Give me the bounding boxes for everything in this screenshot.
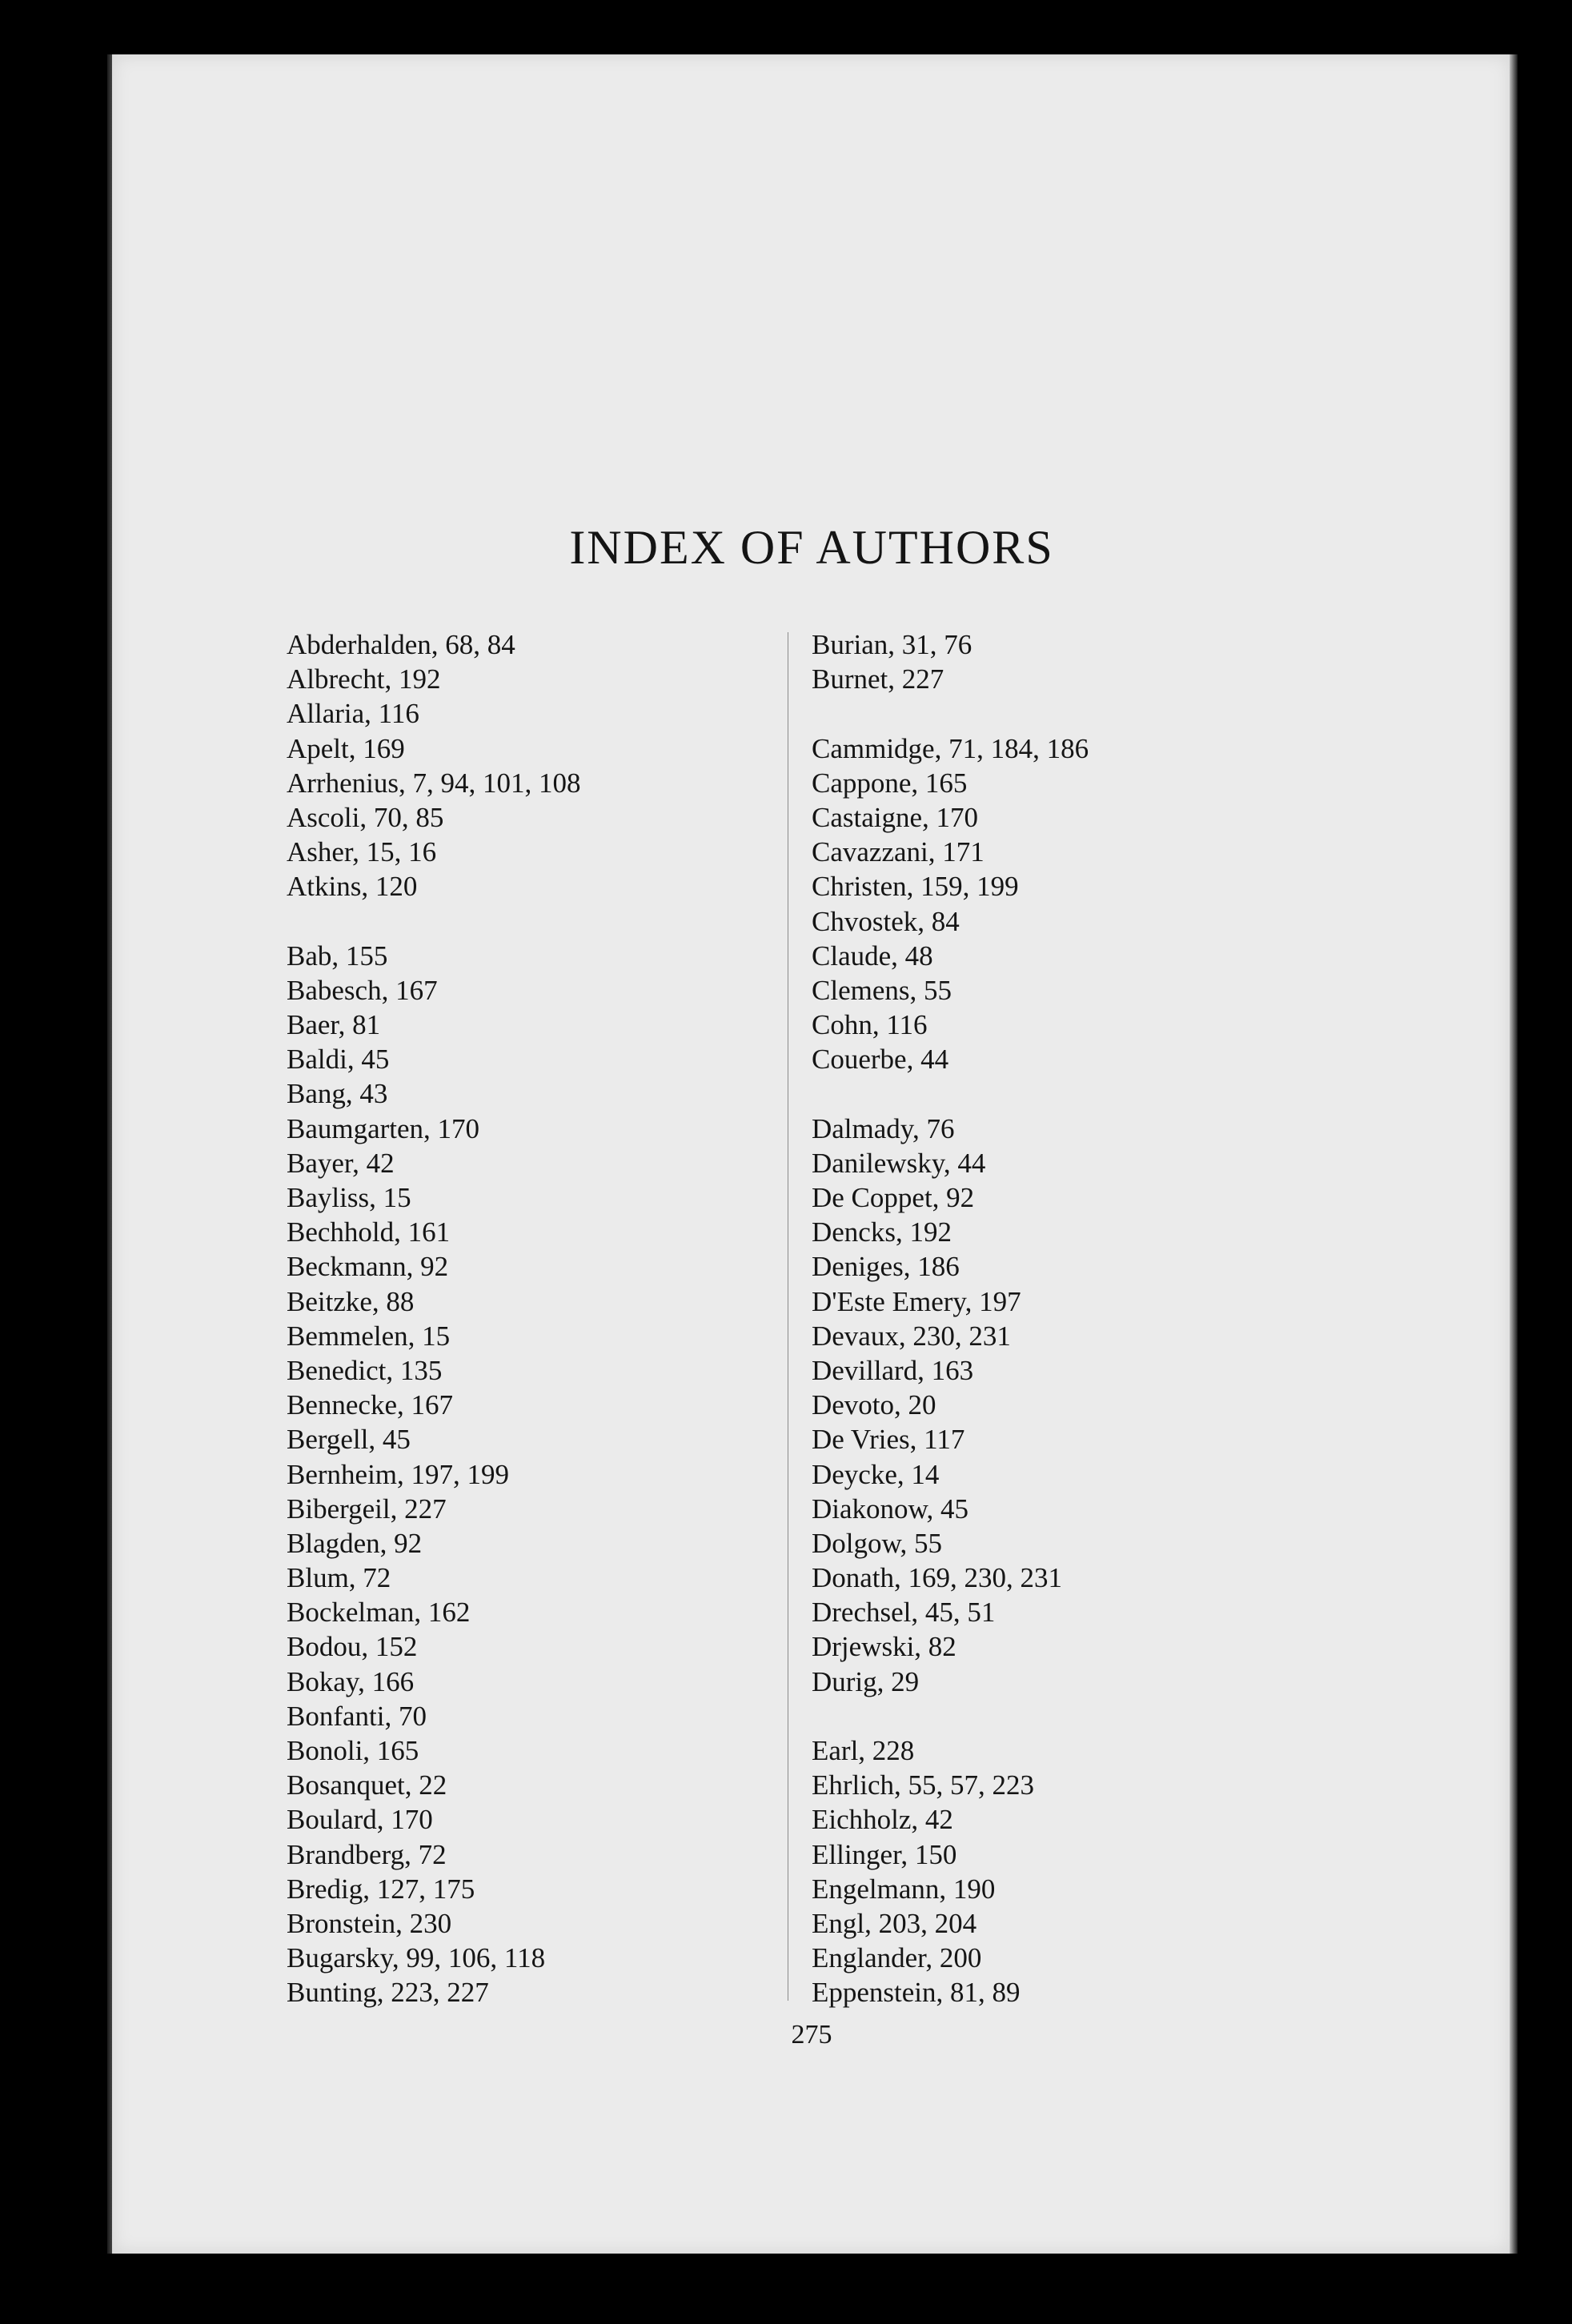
index-entry: Bunting, 223, 227 [287,1977,489,2009]
index-entry: Beitzke, 88 [287,1285,415,1317]
index-entry: Bab, 155 [287,940,388,972]
index-entry: Danilewsky, 44 [812,1147,986,1179]
index-entry: Christen, 159, 199 [812,871,1019,903]
index-entry: Dolgow, 55 [812,1527,943,1559]
index-entry: Albrecht, 192 [287,663,441,695]
index-entry: Drechsel, 45, 51 [812,1597,996,1629]
index-entry: Baer, 81 [287,1009,381,1041]
index-entry: Benedict, 135 [287,1354,443,1386]
index-entry: Ellinger, 150 [812,1838,957,1870]
index-entry: Atkins, 120 [287,871,418,903]
index-entry: Clemens, 55 [812,974,952,1006]
page-right-edge [1510,54,1518,2254]
index-entry: Englander, 200 [812,1942,982,1974]
index-column-left [287,627,735,2010]
index-entry: Brandberg, 72 [287,1838,447,1870]
index-entry: Diakonow, 45 [812,1493,969,1525]
index-entry: Drjewski, 82 [812,1631,956,1663]
index-entry: Bechhold, 161 [287,1216,451,1248]
index-entry: Cammidge, 71, 184, 186 [812,732,1089,764]
index-entry: Bokay, 166 [287,1665,415,1697]
index-entry: Babesch, 167 [287,974,438,1006]
index-entry: Beckmann, 92 [287,1251,449,1283]
index-column-right [812,627,1260,2010]
index-entry: Devaux, 230, 231 [812,1320,1011,1352]
page-number: 275 [791,2020,832,2050]
index-entry: Deniges, 186 [812,1251,960,1283]
index-entry: Bronstein, 230 [287,1907,452,1939]
index-entry: Abderhalden, 68, 84 [287,629,515,660]
index-entry: Engl, 203, 204 [812,1907,977,1939]
index-entry: Castaigne, 170 [812,801,979,833]
index-entry: De Coppet, 92 [812,1182,975,1213]
index-entry: Blum, 72 [287,1562,391,1594]
index-entry: Bugarsky, 99, 106, 118 [287,1942,546,1974]
index-entry: Eichholz, 42 [812,1804,953,1836]
index-entry: Bodou, 152 [287,1631,418,1663]
index-entry: Bergell, 45 [287,1424,411,1456]
index-entry: Boulard, 170 [287,1804,433,1836]
page-title: INDEX OF AUTHORS [569,521,1054,574]
index-entry: Bockelman, 162 [287,1597,471,1629]
index-entry: Bennecke, 167 [287,1389,453,1421]
index-entry: Chvostek, 84 [812,905,960,937]
index-entry: Burian, 31, 76 [812,629,972,660]
index-entry: Cohn, 116 [812,1009,928,1041]
letter-group-gap [287,904,735,939]
index-entry: Baldi, 45 [287,1044,390,1076]
index-entry: Bonfanti, 70 [287,1700,427,1732]
index-entry: Apelt, 169 [287,732,405,764]
index-entry: Claude, 48 [812,940,933,972]
index-entry: Bonoli, 165 [287,1735,419,1766]
index-entry: Dencks, 192 [812,1216,952,1248]
index-entry: Asher, 15, 16 [287,836,437,868]
index-entry: Engelmann, 190 [812,1873,996,1905]
index-entry: Bibergeil, 227 [287,1493,447,1525]
index-entry: Allaria, 116 [287,698,419,730]
index-entry: Bernheim, 197, 199 [287,1458,510,1490]
index-entry: De Vries, 117 [812,1424,965,1456]
index-entry: Bayer, 42 [287,1147,395,1179]
index-entry: Ehrlich, 55, 57, 223 [812,1769,1035,1801]
index-entry: Arrhenius, 7, 94, 101, 108 [287,767,581,799]
index-entry: Ascoli, 70, 85 [287,801,444,833]
letter-group-gap [812,696,1260,731]
index-entry: Baumgarten, 170 [287,1112,480,1144]
index-entry: D'Este Emery, 197 [812,1285,1021,1317]
index-entry: Donath, 169, 230, 231 [812,1562,1063,1594]
index-entry: Bang, 43 [287,1078,388,1110]
index-entry: Bredig, 127, 175 [287,1873,475,1905]
index-entry: Bemmelen, 15 [287,1320,451,1352]
index-entry: Eppenstein, 81, 89 [812,1977,1021,2009]
index-entry: Devillard, 163 [812,1354,974,1386]
letter-group-gap [812,1076,1260,1111]
index-entry: Cavazzani, 171 [812,836,985,868]
index-entry: Devoto, 20 [812,1389,936,1421]
index-entry: Couerbe, 44 [812,1044,949,1076]
index-entry: Bayliss, 15 [287,1182,411,1213]
index-entry: Cappone, 165 [812,767,968,799]
index-entry: Dalmady, 76 [812,1112,955,1144]
letter-group-gap [812,1699,1260,1733]
index-entry: Deycke, 14 [812,1458,940,1490]
index-entry: Bosanquet, 22 [287,1769,447,1801]
index-entry: Blagden, 92 [287,1527,423,1559]
index-entry: Durig, 29 [812,1665,920,1697]
index-entry: Earl, 228 [812,1735,915,1766]
index-entry: Burnet, 227 [812,663,944,695]
